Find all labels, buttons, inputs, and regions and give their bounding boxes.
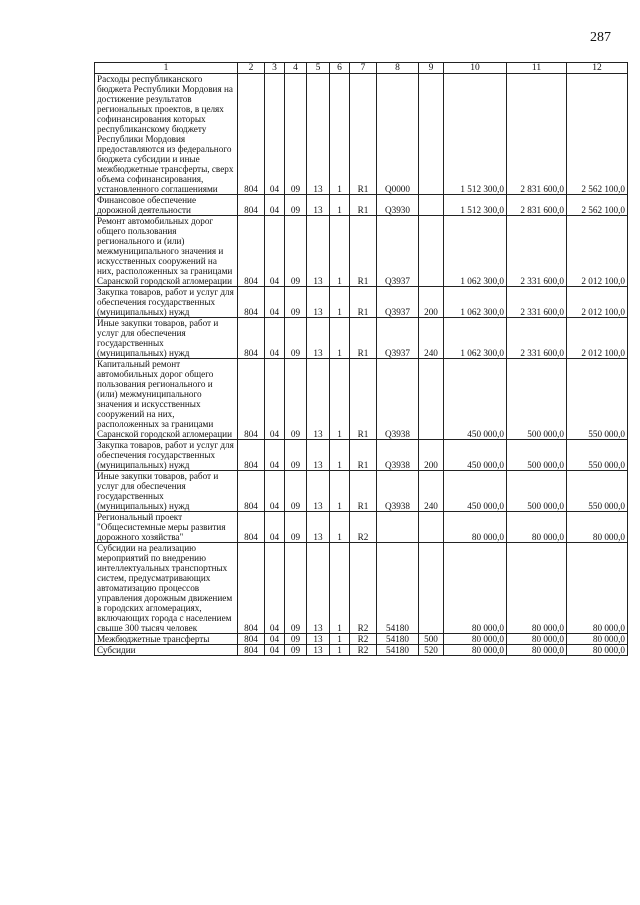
cell-subprogram: 1	[330, 318, 350, 359]
table-row	[95, 74, 628, 195]
cell-direction: Q3930	[377, 195, 419, 216]
table-row	[95, 359, 628, 440]
cell-program: 13	[307, 74, 330, 195]
cell-admin: 804	[238, 74, 265, 195]
cell-section: 04	[265, 287, 285, 318]
cell-amount-2021: 1 062 300,0	[444, 287, 507, 318]
cell-amount-2022: 500 000,0	[507, 471, 567, 512]
cell-section: 04	[265, 512, 285, 543]
col-header: 3	[265, 63, 285, 74]
row-name: Иные закупки товаров, работ и услуг для обеспечения государственных (муниципальных) нужд	[95, 318, 238, 359]
cell-admin: 804	[238, 195, 265, 216]
cell-subprogram: 1	[330, 216, 350, 287]
cell-program: 13	[307, 512, 330, 543]
cell-amount-2021: 80 000,0	[444, 634, 507, 645]
cell-amount-2023: 550 000,0	[567, 471, 628, 512]
cell-admin: 804	[238, 440, 265, 471]
cell-expense-type	[419, 543, 444, 634]
cell-direction: Q3938	[377, 359, 419, 440]
cell-admin: 804	[238, 543, 265, 634]
cell-program: 13	[307, 287, 330, 318]
table-row	[95, 634, 628, 645]
cell-amount-2022: 2 831 600,0	[507, 74, 567, 195]
cell-program: 13	[307, 195, 330, 216]
cell-subsection: 09	[285, 195, 307, 216]
row-name: Субсидии на реализацию мероприятий по внедрению интеллектуальных транспортных систем, предусматривающих автоматизацию процессов управления дорожным движением в городских агломерациях, включающих города с населением свыше 300 тысяч человек	[95, 543, 238, 634]
cell-admin: 804	[238, 634, 265, 645]
cell-amount-2023: 2 562 100,0	[567, 195, 628, 216]
cell-direction: 54180	[377, 543, 419, 634]
cell-amount-2021: 450 000,0	[444, 471, 507, 512]
cell-subsection: 09	[285, 440, 307, 471]
cell-subsection: 09	[285, 216, 307, 287]
header-row	[95, 63, 628, 74]
cell-amount-2022: 80 000,0	[507, 512, 567, 543]
cell-subprogram: 1	[330, 471, 350, 512]
cell-project: R1	[350, 287, 377, 318]
cell-subprogram: 1	[330, 543, 350, 634]
cell-amount-2021: 1 512 300,0	[444, 74, 507, 195]
cell-project: R1	[350, 471, 377, 512]
cell-amount-2021: 1 062 300,0	[444, 216, 507, 287]
table-row	[95, 216, 628, 287]
cell-amount-2023: 550 000,0	[567, 359, 628, 440]
cell-program: 13	[307, 543, 330, 634]
cell-project: R2	[350, 543, 377, 634]
cell-expense-type	[419, 74, 444, 195]
col-header: 12	[567, 63, 628, 74]
cell-subsection: 09	[285, 471, 307, 512]
cell-section: 04	[265, 645, 285, 656]
cell-amount-2022: 80 000,0	[507, 634, 567, 645]
cell-subprogram: 1	[330, 440, 350, 471]
cell-subsection: 09	[285, 634, 307, 645]
table-row	[95, 645, 628, 656]
cell-amount-2022: 80 000,0	[507, 645, 567, 656]
cell-section: 04	[265, 216, 285, 287]
table-row	[95, 440, 628, 471]
cell-direction: Q3937	[377, 318, 419, 359]
cell-amount-2022: 500 000,0	[507, 440, 567, 471]
col-header: 6	[330, 63, 350, 74]
cell-expense-type	[419, 512, 444, 543]
cell-amount-2023: 2 562 100,0	[567, 74, 628, 195]
col-header: 10	[444, 63, 507, 74]
cell-subprogram: 1	[330, 359, 350, 440]
table-row	[95, 287, 628, 318]
cell-subprogram: 1	[330, 645, 350, 656]
cell-amount-2021: 80 000,0	[444, 645, 507, 656]
col-header: 2	[238, 63, 265, 74]
cell-program: 13	[307, 216, 330, 287]
cell-program: 13	[307, 318, 330, 359]
col-header: 1	[95, 63, 238, 74]
cell-amount-2021: 450 000,0	[444, 359, 507, 440]
cell-project: R1	[350, 318, 377, 359]
table-row	[95, 195, 628, 216]
cell-subsection: 09	[285, 74, 307, 195]
cell-amount-2021: 450 000,0	[444, 440, 507, 471]
row-name: Расходы республиканского бюджета Республики Мордовия на достижение результатов региональных проектов, в целях софинансирования которых республиканскому бюджету Республики Мордовия предоставляются из федерального бюджета субсидии и иные межбюджетные трансферты, сверх объема софинансирования, установленного соглашениями	[95, 74, 238, 195]
cell-section: 04	[265, 471, 285, 512]
cell-amount-2023: 80 000,0	[567, 543, 628, 634]
cell-subprogram: 1	[330, 634, 350, 645]
cell-program: 13	[307, 471, 330, 512]
table-row	[95, 543, 628, 634]
col-header: 4	[285, 63, 307, 74]
row-name: Иные закупки товаров, работ и услуг для обеспечения государственных (муниципальных) нужд	[95, 471, 238, 512]
cell-admin: 804	[238, 318, 265, 359]
cell-section: 04	[265, 634, 285, 645]
row-name: Субсидии	[95, 645, 238, 656]
cell-amount-2023: 80 000,0	[567, 634, 628, 645]
cell-subprogram: 1	[330, 287, 350, 318]
cell-expense-type: 520	[419, 645, 444, 656]
cell-direction: 54180	[377, 634, 419, 645]
cell-expense-type: 240	[419, 471, 444, 512]
cell-section: 04	[265, 195, 285, 216]
cell-project: R2	[350, 512, 377, 543]
col-header: 9	[419, 63, 444, 74]
cell-amount-2022: 2 331 600,0	[507, 216, 567, 287]
page-number: 287	[590, 30, 611, 45]
cell-expense-type: 200	[419, 440, 444, 471]
row-name: Региональный проект "Общесистемные меры развития дорожного хозяйства"	[95, 512, 238, 543]
cell-amount-2021: 1 062 300,0	[444, 318, 507, 359]
table-row	[95, 471, 628, 512]
cell-amount-2023: 550 000,0	[567, 440, 628, 471]
cell-direction: Q3938	[377, 440, 419, 471]
budget-table	[94, 62, 628, 656]
cell-subsection: 09	[285, 645, 307, 656]
cell-project: R1	[350, 359, 377, 440]
cell-expense-type	[419, 216, 444, 287]
col-header: 8	[377, 63, 419, 74]
col-header: 5	[307, 63, 330, 74]
cell-subprogram: 1	[330, 74, 350, 195]
cell-admin: 804	[238, 359, 265, 440]
cell-subsection: 09	[285, 543, 307, 634]
cell-subsection: 09	[285, 512, 307, 543]
row-name: Финансовое обеспечение дорожной деятельности	[95, 195, 238, 216]
cell-expense-type: 200	[419, 287, 444, 318]
cell-amount-2021: 80 000,0	[444, 512, 507, 543]
cell-amount-2021: 80 000,0	[444, 543, 507, 634]
table-row	[95, 318, 628, 359]
row-name: Закупка товаров, работ и услуг для обеспечения государственных (муниципальных) нужд	[95, 287, 238, 318]
table-row	[95, 512, 628, 543]
cell-section: 04	[265, 359, 285, 440]
cell-project: R1	[350, 74, 377, 195]
cell-subsection: 09	[285, 359, 307, 440]
cell-section: 04	[265, 318, 285, 359]
cell-project: R1	[350, 195, 377, 216]
cell-amount-2021: 1 512 300,0	[444, 195, 507, 216]
cell-subprogram: 1	[330, 512, 350, 543]
cell-amount-2023: 2 012 100,0	[567, 216, 628, 287]
cell-admin: 804	[238, 645, 265, 656]
cell-project: R1	[350, 216, 377, 287]
cell-project: R2	[350, 634, 377, 645]
cell-direction: Q0000	[377, 74, 419, 195]
row-name: Закупка товаров, работ и услуг для обеспечения государственных (муниципальных) нужд	[95, 440, 238, 471]
cell-admin: 804	[238, 512, 265, 543]
cell-direction: Q3938	[377, 471, 419, 512]
col-header: 11	[507, 63, 567, 74]
cell-section: 04	[265, 440, 285, 471]
row-name: Межбюджетные трансферты	[95, 634, 238, 645]
cell-direction: Q3937	[377, 216, 419, 287]
cell-direction	[377, 512, 419, 543]
cell-amount-2023: 2 012 100,0	[567, 287, 628, 318]
cell-amount-2023: 80 000,0	[567, 645, 628, 656]
cell-subsection: 09	[285, 318, 307, 359]
cell-direction: Q3937	[377, 287, 419, 318]
cell-admin: 804	[238, 287, 265, 318]
cell-section: 04	[265, 74, 285, 195]
cell-admin: 804	[238, 471, 265, 512]
cell-amount-2022: 500 000,0	[507, 359, 567, 440]
cell-program: 13	[307, 645, 330, 656]
cell-section: 04	[265, 543, 285, 634]
cell-amount-2022: 2 331 600,0	[507, 287, 567, 318]
cell-program: 13	[307, 359, 330, 440]
cell-project: R1	[350, 440, 377, 471]
cell-subprogram: 1	[330, 195, 350, 216]
cell-expense-type	[419, 195, 444, 216]
cell-amount-2022: 2 831 600,0	[507, 195, 567, 216]
cell-expense-type: 240	[419, 318, 444, 359]
cell-direction: 54180	[377, 645, 419, 656]
cell-program: 13	[307, 440, 330, 471]
row-name: Капитальный ремонт автомобильных дорог общего пользования регионального и (или) межмуниципального значения и искусственных сооружений на них, расположенных за границами Саранской городской агломерации	[95, 359, 238, 440]
cell-program: 13	[307, 634, 330, 645]
cell-subsection: 09	[285, 287, 307, 318]
cell-project: R2	[350, 645, 377, 656]
cell-amount-2022: 80 000,0	[507, 543, 567, 634]
cell-amount-2023: 2 012 100,0	[567, 318, 628, 359]
cell-expense-type	[419, 359, 444, 440]
col-header: 7	[350, 63, 377, 74]
cell-amount-2022: 2 331 600,0	[507, 318, 567, 359]
row-name: Ремонт автомобильных дорог общего пользования регионального и (или) межмуниципального значения и искусственных сооружений на них, расположенных за границами Саранской городской агломерации	[95, 216, 238, 287]
cell-amount-2023: 80 000,0	[567, 512, 628, 543]
cell-admin: 804	[238, 216, 265, 287]
cell-expense-type: 500	[419, 634, 444, 645]
